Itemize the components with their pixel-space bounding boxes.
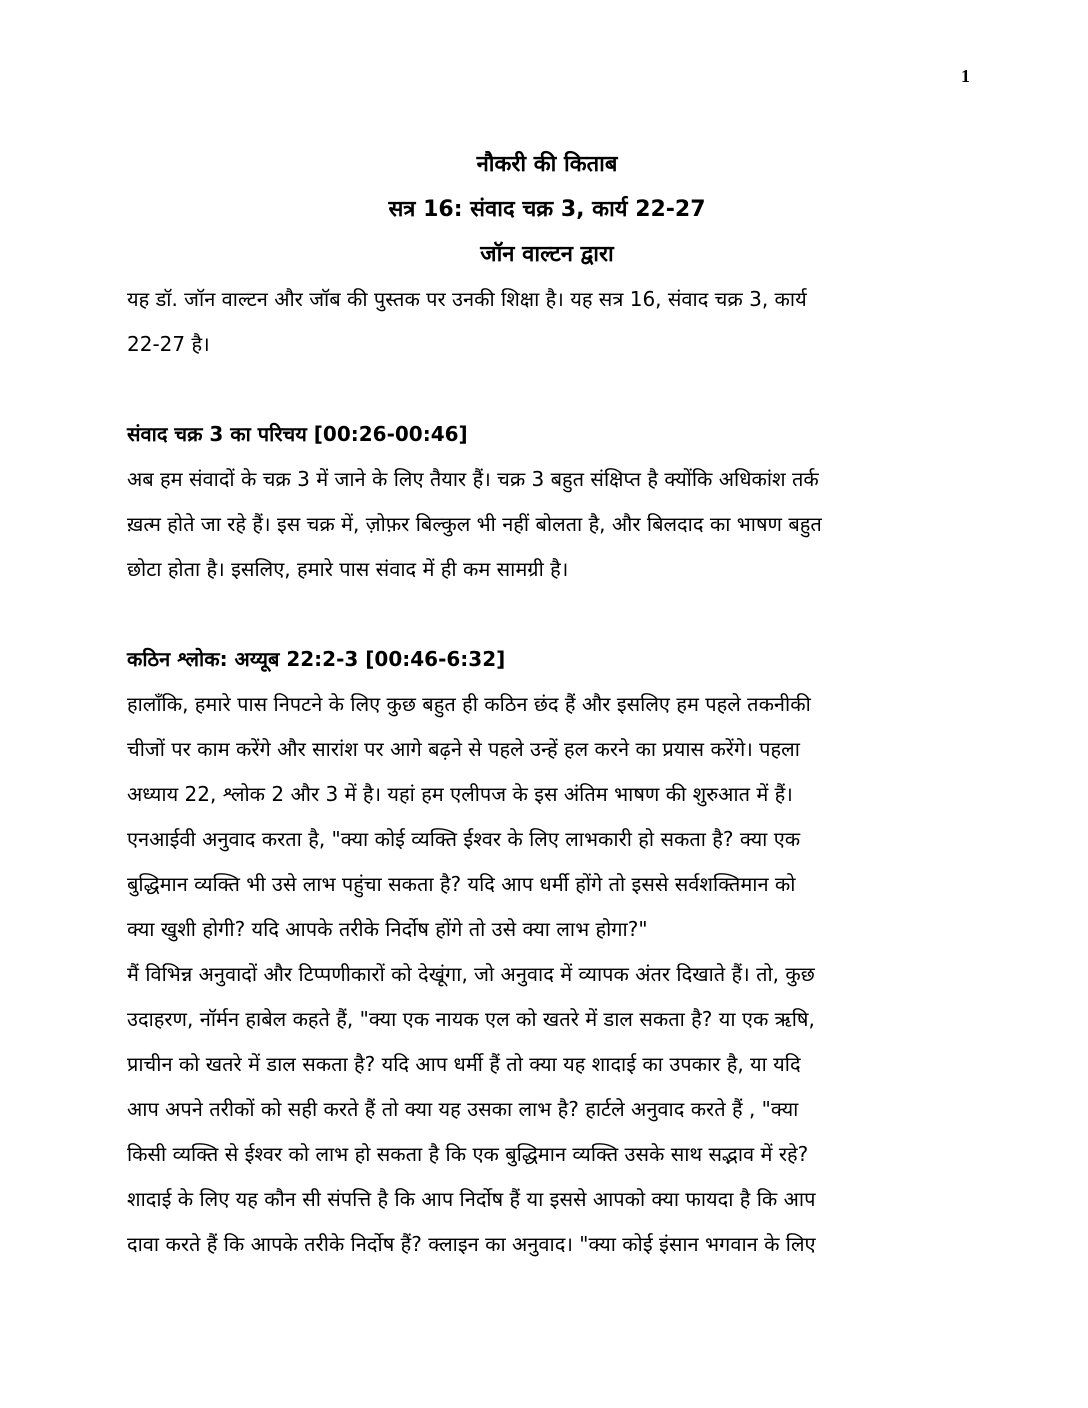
text-line: एनआईवी अनुवाद करता है, "क्या कोई व्यक्ति ईश्वर के लिए लाभकारी हो सकता है? क्या एक (127, 827, 801, 851)
text-line: अध्याय 22, श्लोक 2 और 3 में है। यहां हम एलीपज के इस अंतिम भाषण की शुरुआत में हैं। (127, 782, 793, 806)
section-paragraph-difficult-verse (127, 682, 967, 1267)
text-line: चीजों पर काम करेंगे और सारांश पर आगे बढ़ने से पहले उन्हें हल करने का प्रयास करेंगे। पहला (127, 737, 800, 761)
text-line: अब हम संवादों के चक्र 3 में जाने के लिए तैयार हैं। चक्र 3 बहुत संक्षिप्त है क्योंकि अधिकांश तर्क (127, 467, 819, 491)
intro-paragraph (127, 277, 967, 367)
section-heading-intro: संवाद चक्र 3 का परिचय [00:26-00:46] (127, 422, 468, 446)
document-title: नौकरी की किताब (476, 152, 618, 177)
text-line: यह डॉ. जॉन वाल्टन और जॉब की पुस्तक पर उनकी शिक्षा है। यह सत्र 16, संवाद चक्र 3, कार्य (127, 287, 807, 311)
session-subtitle: सत्र 16: संवाद चक्र 3, कार्य 22-27 (388, 197, 706, 222)
text-line: शादाई के लिए यह कौन सी संपत्ति है कि आप निर्दोष हैं या इससे आपको क्या फायदा है कि आप (127, 1187, 816, 1211)
text-line: दावा करते हैं कि आपके तरीके निर्दोष हैं? क्लाइन का अनुवाद। "क्या कोई इंसान भगवान के लिए (127, 1232, 816, 1256)
spacer (127, 367, 967, 412)
page-number: 1 (961, 66, 970, 86)
text-line: किसी व्यक्ति से ईश्वर को लाभ हो सकता है कि एक बुद्धिमान व्यक्ति उसके साथ सद्भाव में रहे? (127, 1142, 809, 1166)
section-heading-difficult-verse: कठिन श्लोक: अय्यूब 22:2-3 [00:46-6:32] (127, 647, 506, 671)
text-line: बुद्धिमान व्यक्ति भी उसे लाभ पहुंचा सकता है? यदि आप धर्मी होंगे तो इससे सर्वशक्तिमान को (127, 872, 796, 896)
text-line: आप अपने तरीकों को सही करते हैं तो क्या यह उसका लाभ है? हार्टले अनुवाद करते हैं , "क्या (127, 1097, 799, 1121)
document-body (127, 142, 967, 1267)
author-line: जॉन वाल्टन द्वारा (480, 242, 614, 267)
text-line: ख़त्म होते जा रहे हैं। इस चक्र में, ज़ोफ़र बिल्कुल भी नहीं बोलता है, और बिलदाद का भाषण बहुत (127, 512, 822, 536)
text-line: हालाँकि, हमारे पास निपटने के लिए कुछ बहुत ही कठिन छंद हैं और इसलिए हम पहले तकनीकी (127, 692, 811, 716)
text-line: मैं विभिन्न अनुवादों और टिप्पणीकारों को देखूंगा, जो अनुवाद में व्यापक अंतर दिखाते हैं। तो, कुछ (127, 962, 815, 986)
text-line: 22-27 है। (127, 332, 210, 356)
text-line: क्या खुशी होगी? यदि आपके तरीके निर्दोष होंगे तो उसे क्या लाभ होगा?" (127, 917, 648, 941)
text-line: उदाहरण, नॉर्मन हाबेल कहते हैं, "क्या एक नायक एल को खतरे में डाल सकता है? या एक ऋषि, (127, 1007, 815, 1031)
text-line: प्राचीन को खतरे में डाल सकता है? यदि आप धर्मी हैं तो क्या यह शादाई का उपकार है, या यदि (127, 1052, 801, 1076)
section-paragraph-intro (127, 457, 967, 592)
text-line: छोटा होता है। इसलिए, हमारे पास संवाद में ही कम सामग्री है। (127, 557, 569, 581)
spacer (127, 592, 967, 637)
